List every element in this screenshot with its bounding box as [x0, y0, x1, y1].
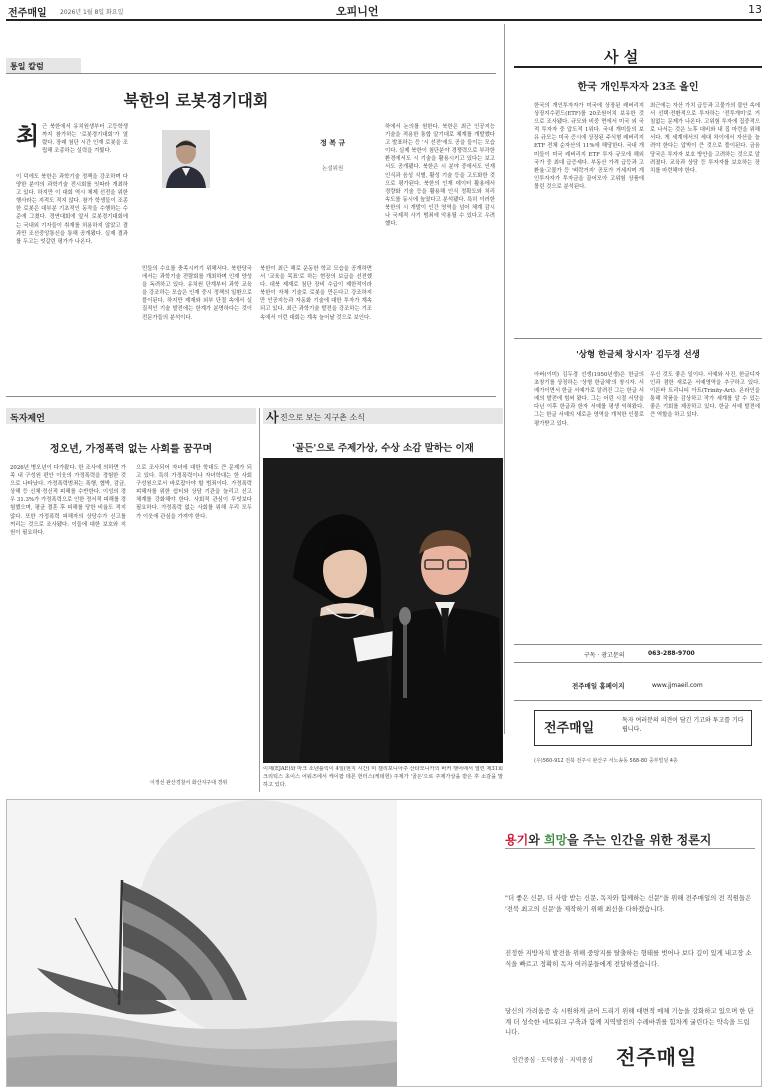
photo-news-image	[263, 458, 503, 763]
ad-paragraph-2: 진정한 지방자치 발전을 위해 중앙지를 탈출하는 형태를 벗어나 보다 깊이 있게 내고장 소식을 빠르고 정확히 독자 여러분들에게 전달하겠습니다.	[505, 949, 752, 968]
homepage-url[interactable]: www.jjmaeil.com	[652, 682, 703, 689]
column-bottom-rule	[6, 396, 496, 397]
ad-illustration	[7, 800, 397, 1086]
column-col4: 하에서 논의를 원한다. 북한은 최근 인공지능 기술을 적용한 통합 알기대로 체계를 개발했다고 발표하는 등 '시 선전'에도 공을 들이는 모습이다. 실제 북한이 첨단분야 경쟁력으로 부각한 환경에서도 시 기술을 활용시키고 있다는 보고서도 공개됐다. 북한은 시 분야 중에서도 인재 인식과 음성 식별, 활성 기술 등을 고도화한 것으로 평가된다. 북한의 인재 데이터 활용에서 경량화 기술 등을 활용해 인식 정확도와 처리 속도를 동시에 높였다고 분석됐다. 특히 이러한 북한의 시 개발이 인간 영역을 넘어 체계 감시나 국제적 사기 범죄에 악용될 수 있다고 우려했다.	[385, 124, 495, 228]
ad-headline-tail: 을 주는 인간을 위한 정론지	[567, 833, 712, 847]
photo-news-title: '골든'으로 주제가상, 수상 소감 말하는 이재	[292, 443, 474, 454]
award-speech-photo-icon	[263, 458, 503, 763]
homepage-label: 전주매일 홈페이지	[572, 682, 625, 690]
ad-headline-rule	[505, 848, 755, 849]
feature-title: '상형 한글체 창시자' 김두경 선생	[576, 350, 700, 360]
ad-headline-word-1: 용기	[505, 833, 529, 847]
reader-col1: 2026년 병오년이 다가왔다. 한 조사에 의하면 가족 내 구성원 편안 이웃의 가정폭력을 경험한 것으로 나타났다. 가정폭력범죄는 폭행, 협박, 감금, 상해 등 신체·정신적 피해를 수반한다. 이성의 경우 31.3%가 가정폭력으로 인한 정서적 피해를 경험했으며, 평균 결혼 후 피해를 당한 비율도 적지 않다. 또한 가정폭력 피해자의 상당수가 신고를 꺼리는 것으로 조사됐다. 이들에 대한 보호와 지원이 필요하다.	[10, 465, 126, 536]
section-name: 오피니언	[336, 5, 379, 18]
reader-title: 정오년, 가정폭력 없는 사회를 꿈꾸며	[49, 444, 213, 455]
reader-byline: 이정선 완산경찰서 화산지구대 경위	[150, 780, 228, 786]
masthead-logo: 전주매일	[8, 8, 47, 19]
ad-contact-label: 구독 · 광고문의	[584, 652, 625, 659]
reader-col2: 으로 조사되어 자녀에 대한 학대도 큰 문제가 되고 있다. 특히 가정폭력이나 자녀학대는 한 사회 구성원으로서 바로잡아야 할 범죄이다. 가정폭력 피해자를 위한 쉼터와 상담 기관을 늘리고 신고 체계를 강화해야 한다. 사회적 관심이 무엇보다 필요하다. 가정폭력 없는 사회를 위해 우리 모두가 이웃에 관심을 가져야 한다.	[136, 465, 252, 520]
photo-rubric: 진으로 보는 지구촌 소식	[280, 413, 365, 422]
editorial-rubric: 사 설	[604, 48, 639, 66]
author-portrait-icon	[162, 130, 210, 188]
ad-contact-phone: 063-288-9700	[648, 650, 695, 657]
ad-paragraph-3: 당신의 가려움증 속 시원하게 긁어 드리기 위해 대변적 매체 기능을 강화하고 있으며 한 단계 더 성숙한 네트워크 구축과 함께 지역발전의 수레바퀴를 힘차게 굴린다는 약속을 드립니다.	[505, 1007, 754, 1036]
column-col1: 이 덕에도 북한은 과학기술 정책을 강조하며 다양한 분야의 과학기술 전시회를 잇따라 개최하고 있다. 하지만 이 대회 역시 체제 선전을 위한 행사라는 지적도 적지 않다. 참가 학생들이 조종한 로봇은 대부분 기초적인 동작을 수행하는 수준에 그쳤다. 경연대회에 앞서 로봇경기대회에는 국내외 기자들이 취재를 허용하지 않았고 결과만 조선중앙통신을 통해 공개됐다. 실제 결과를 두고는 엇갈린 평가가 나온다.	[16, 174, 128, 245]
address: (우)560-912 전북 전주시 완산구 서노송동 568-80 중부빌딩 4층	[534, 758, 678, 764]
editorial-rule	[514, 66, 762, 68]
editorial-col1: 한국의 개인투자자가 미국에 상장된 레버리지 상장지수펀드(ETF)를 20조원어치 보유한 것으로 조사됐다. 규모와 비중 면에서 미국 외 국적 투자자 중 압도적 1위다. 국내 개미들의 보유 규모는 미국 증시에 상장된 주식형 레버리지 ETF 전체 순자산의 11%에 해당한다. 국내 개미들이 미국 레버리지 ETF 투자 규모에 해외 국가 중 최대 급증세다. 부동산 가격 급등과 고환율·고물가 등 '벼락거지' 공포가 거세지며 개인투자자가 투자금을 끌어모아 고위험 상품에 몰린 것으로 분석된다.	[534, 103, 644, 190]
info-mid-rule	[514, 662, 762, 663]
ad-logo: 전주매일	[616, 1045, 698, 1069]
feature-col2: 우신 것도 좋은 일이다. 서예와 사진, 한글디자인과 겸한 새로운 서예영역을 추구하고 있다. 이른바 트리니티 아트(Trinity-Art). 온라인을 통해 작품을 감상하고 작가 세계를 알 수 있는 좋은 기회를 제공하고 있다. 한글 서예 발전에 큰 역할을 하고 있다.	[650, 372, 760, 419]
column-top-rule	[6, 73, 496, 74]
author-title: 논설위원	[322, 166, 344, 172]
sailing-ship-icon	[7, 800, 397, 1086]
column-dropcap: 최	[16, 121, 40, 150]
page-number: 13	[748, 3, 762, 16]
column-rubric: 통일 칼럼	[6, 58, 81, 73]
ad-headline	[505, 831, 711, 848]
photo-caption: 이재(EJAE)와 마크 소넨블릭이 4일(현지 시간) 미 캘리포니아주 산타모니카의 바커 행어에서 열린 제31회 크리틱스 초이스 어워즈에서 케이팝 데몬 헌터스(케데헌) 주제가 '골든'으로 주제가상을 받은 후 소감을 말하고 있다.	[263, 766, 503, 788]
reader-rubric: 독자제언	[10, 414, 45, 424]
author-photo	[162, 130, 210, 188]
photo-divider	[259, 408, 260, 792]
column-col2: 민들의 수요를 충족시키기 위해서다. 북한당국에서는 과학기술 전람회를 개최하며 인재 양성을 독려하고 있다. 유치원 단계부터 과학 교육을 강조하는 모습은 인재 중시 정책의 일환으로 풀이된다. 하지만 제재와 외부 단절 속에서 실질적인 기술 발전에는 한계가 분명하다는 것이 전문가들의 분석이다.	[142, 266, 252, 321]
author-name: 정 복 규	[320, 139, 346, 147]
editorial-divider	[504, 24, 505, 734]
column-lead: 근 북한에서 유치원생부터 고등학생까지 참가하는 '로봇경기대회'가 열렸다. 장래 첨단 시간 인재 로봇을 조립해 조종하는 실력을 겨뤘다.	[42, 124, 128, 155]
editorial-col2: 최근에는 자산 가치 급등과 고물가의 불안 속에서 선택·전환적으로 투자하는 '전투개미'로 거침없는 문제가 나온다. 고위험 투자에 집중적으로 나서는 것은 노후 대비와 내 집 마련을 위해서다. 게 세계에서의 세대 차이에서 자산을 늘려야 한다는 압박이 큰 것으로 풀이된다. 금융당국은 투자자 보호 방안을 고려하는 것으로 알려졌다. 교육과 상담 등 투자자를 보호하는 장치를 마련해야 한다.	[650, 103, 760, 174]
editorial-title: 한국 개인투자자 23조 올인	[577, 82, 699, 93]
info-top-rule	[514, 644, 762, 645]
box-text: 독자 여러분의 의견이 담긴 기고와 투고를 기다립니다.	[622, 717, 744, 733]
ad-paragraph-1: "더 좋은 신문, 더 사랑 받는 신문, 독자와 함께하는 신문"을 위해 전주매일의 전 직원들은 '전북 최고의 신문'을 제작하기 위해 최선을 다하겠습니다.	[505, 894, 752, 913]
column-title: 북한의 로봇경기대회	[123, 91, 269, 110]
byline-rule	[514, 338, 762, 339]
box-logo: 전주매일	[544, 721, 595, 736]
info-low-rule	[514, 700, 762, 701]
column-col3: 북한이 최근 해로 운동한 학교 모습을 공개하면서 '교육을 목표'로 하는 현장의 보급을 선전했다. 대북 제재로 첨단 장비 수급이 제한적이라 북한이 자체 기술로 로봇을 만든다고 강조하지만 인공지능과 자동화 기술에 대한 투자가 계속되고 있다. 최근 과학기술 발전을 강조하는 기조 속에서 이런 대회는 계속 늘어날 것으로 보인다.	[260, 266, 372, 321]
photo-rubric-char: 사	[266, 411, 279, 426]
header-rule	[6, 19, 762, 21]
ad-headline-connector: 와	[528, 833, 544, 847]
feature-col1: 아버(이미) 김두경 선생(1950년생)은 한글의 초창기를 상징하는 '상형 한글체'의 창시자. 서예가이면서 한글 서예가로 알려진 그는 한글 서예의 발전에 힘써 왔다. 그는 어린 시절 서당을 다닌 이후 한글과 한자 서예를 평생 익혀왔다. 그는 한글 서예의 새로운 영역을 개척한 인물로 평가받고 있다.	[534, 372, 644, 427]
issue-date: 2026년 1월 8일 화요일	[60, 9, 124, 16]
ad-headline-word-2: 희망	[543, 833, 568, 847]
ad-slogan: 인간중심 · 도덕중심 · 지역중심	[512, 1057, 593, 1064]
